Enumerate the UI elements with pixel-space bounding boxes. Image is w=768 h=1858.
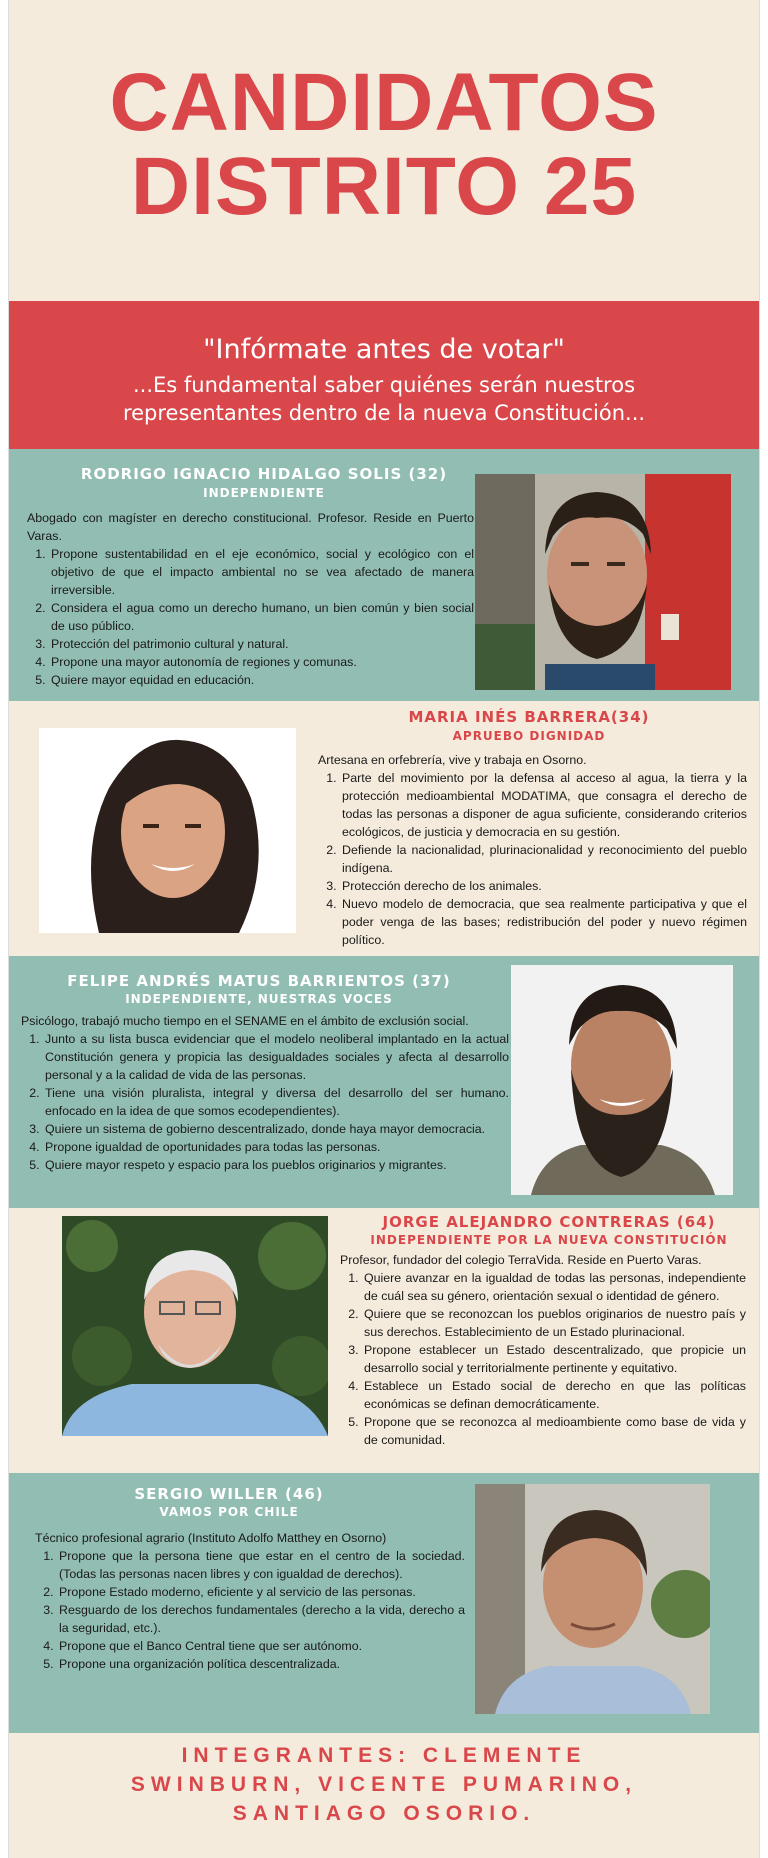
- footer-members-line-1: INTEGRANTES: CLEMENTE: [181, 1744, 587, 1767]
- candidate-points: [340, 1269, 746, 1449]
- candidate-point: 3. Quiere un sistema de gobierno descentralizado, donde haya mayor democracia.: [43, 1120, 509, 1138]
- candidate-description: [35, 1529, 465, 1673]
- candidate-description: [27, 509, 474, 689]
- candidate-point: 5. Propone una organización política descentralizada.: [57, 1655, 465, 1673]
- candidate-name: SERGIO WILLER (46): [134, 1485, 324, 1503]
- candidate-party: INDEPENDIENTE: [203, 486, 325, 500]
- candidate-section-2: [9, 701, 759, 956]
- candidate-points: [21, 1030, 509, 1174]
- candidate-name: RODRIGO IGNACIO HIDALGO SOLIS (32): [80, 465, 448, 483]
- candidate-section-4: [9, 1208, 759, 1473]
- poster: [9, 0, 759, 1858]
- title-line-1: CANDIDATOS: [109, 57, 659, 148]
- candidate-photo: [39, 728, 296, 933]
- banner-subtitle-line-2: representantes dentro de la nueva Constitución...: [122, 401, 646, 425]
- candidate-point: 1. Propone que la persona tiene que estar en el centro de la sociedad. (Todas las personas nacen libres y con igualdad de derechos).: [57, 1547, 465, 1583]
- candidate-point: 3. Resguardo de los derechos fundamentales (derecho a la vida, derecho a la seguridad, etc.).: [57, 1601, 465, 1637]
- candidate-photo: [62, 1216, 328, 1436]
- candidate-party: INDEPENDIENTE, NUESTRAS VOCES: [125, 992, 393, 1006]
- candidate-name: JORGE ALEJANDRO CONTRERAS (64): [382, 1213, 716, 1231]
- candidate-name: FELIPE ANDRÉS MATUS BARRIENTOS (37): [67, 972, 451, 990]
- banner-quote: "Infórmate antes de votar": [203, 334, 565, 365]
- candidate-party: VAMOS POR CHILE: [159, 1505, 299, 1519]
- candidate-point: 4. Establece un Estado social de derecho en que las políticas económicas se definan democráticamente.: [362, 1377, 746, 1413]
- candidate-description: [21, 1012, 509, 1174]
- candidate-photo: [511, 965, 733, 1195]
- candidate-point: 5. Quiere mayor equidad en educación.: [49, 671, 474, 689]
- candidate-party: APRUEBO DIGNIDAD: [452, 729, 606, 743]
- candidate-photo: [475, 1484, 710, 1714]
- candidate-point: 4. Nuevo modelo de democracia, que sea realmente participativa y que el poder venga de las bases; redistribución del poder y nuevo régimen político.: [340, 895, 747, 949]
- candidate-point: 5. Quiere mayor respeto y espacio para los pueblos originarios y migrantes.: [43, 1156, 509, 1174]
- candidate-section-3: [9, 956, 759, 1208]
- candidate-party: INDEPENDIENTE POR LA NUEVA CONSTITUCIÓN: [370, 1233, 728, 1247]
- candidate-points: [35, 1547, 465, 1673]
- candidate-description: [340, 1251, 746, 1449]
- candidate-description: [318, 751, 747, 949]
- candidate-section-1: [9, 449, 759, 701]
- candidate-intro: Profesor, fundador del colegio TerraVida. Reside en Puerto Varas.: [340, 1253, 702, 1267]
- candidate-point: 1. Junto a su lista busca evidenciar que el modelo neoliberal implantado en la actual Constitución genera y propicia las desigualdades sociales y afecta al desarrollo personal y a la calidad de vida de las personas.: [43, 1030, 509, 1084]
- candidate-point: 1. Propone sustentabilidad en el eje económico, social y ecológico con el objetivo de que el impacto ambiental no se vea afectado de manera irreversible.: [49, 545, 474, 599]
- candidate-point: 5. Propone que se reconozca al medioambiente como base de vida y de comunidad.: [362, 1413, 746, 1449]
- candidate-points: [318, 769, 747, 949]
- candidate-point: 4. Propone igualdad de oportunidades para todas las personas.: [43, 1138, 509, 1156]
- footer-members-line-2: SWINBURN, VICENTE PUMARINO,: [130, 1773, 638, 1796]
- candidate-point: 3. Protección derecho de los animales.: [340, 877, 747, 895]
- candidate-photo: [475, 474, 731, 690]
- candidate-point: 2. Propone Estado moderno, eficiente y al servicio de las personas.: [57, 1583, 465, 1601]
- candidate-point: 1. Quiere avanzar en la igualdad de todas las personas, independiente de cuál sea su género, orientación sexual o identidad de género.: [362, 1269, 746, 1305]
- candidate-point: 2. Defiende la nacionalidad, plurinacionalidad y reconocimiento del pueblo indígena.: [340, 841, 747, 877]
- candidate-intro: Abogado con magíster en derecho constitucional. Profesor. Reside en Puerto Varas.: [27, 511, 474, 543]
- footer-members-line-3: SANTIAGO OSORIO.: [232, 1802, 536, 1825]
- candidate-name: MARIA INÉS BARRERA(34): [408, 708, 650, 726]
- candidate-point: 4. Propone que el Banco Central tiene que ser autónomo.: [57, 1637, 465, 1655]
- banner: [9, 301, 759, 449]
- banner-subtitle-line-1: ...Es fundamental saber quiénes serán nuestros: [132, 373, 636, 397]
- page-edge-right: [759, 0, 760, 1858]
- candidate-point: 1. Parte del movimiento por la defensa al acceso al agua, la tierra y la protección medioambiental MODATIMA, que consagra el derecho de todas las personas a disponer de agua suficiente, considerando criterios ecológicos, de justicia y democracia en su gestión.: [340, 769, 747, 841]
- candidate-points: [27, 545, 474, 689]
- candidate-section-5: [9, 1473, 759, 1733]
- title-line-2: DISTRITO 25: [130, 141, 638, 232]
- candidate-intro: Artesana en orfebrería, vive y trabaja en Osorno.: [318, 753, 587, 767]
- candidate-intro: Psicólogo, trabajó mucho tiempo en el SENAME en el ámbito de exclusión social.: [21, 1014, 469, 1028]
- candidate-point: 2. Quiere que se reconozcan los pueblos originarios de nuestro país y sus derechos. Establecimiento de un Estado plurinacional.: [362, 1305, 746, 1341]
- candidate-point: 3. Propone establecer un Estado descentralizado, que propicie un desarrollo social y territorialmente pertinente y equitativo.: [362, 1341, 746, 1377]
- candidate-point: 2. Considera el agua como un derecho humano, un bien común y bien social de uso público.: [49, 599, 474, 635]
- candidate-intro: Técnico profesional agrario (Instituto Adolfo Matthey en Osorno): [35, 1531, 387, 1545]
- candidate-point: 3. Protección del patrimonio cultural y natural.: [49, 635, 474, 653]
- candidate-point: 4. Propone una mayor autonomía de regiones y comunas.: [49, 653, 474, 671]
- candidate-point: 2. Tiene una visión pluralista, integral y diversa del desarrollo del ser humano. enfocado en la idea de que somos ecodependientes).: [43, 1084, 509, 1120]
